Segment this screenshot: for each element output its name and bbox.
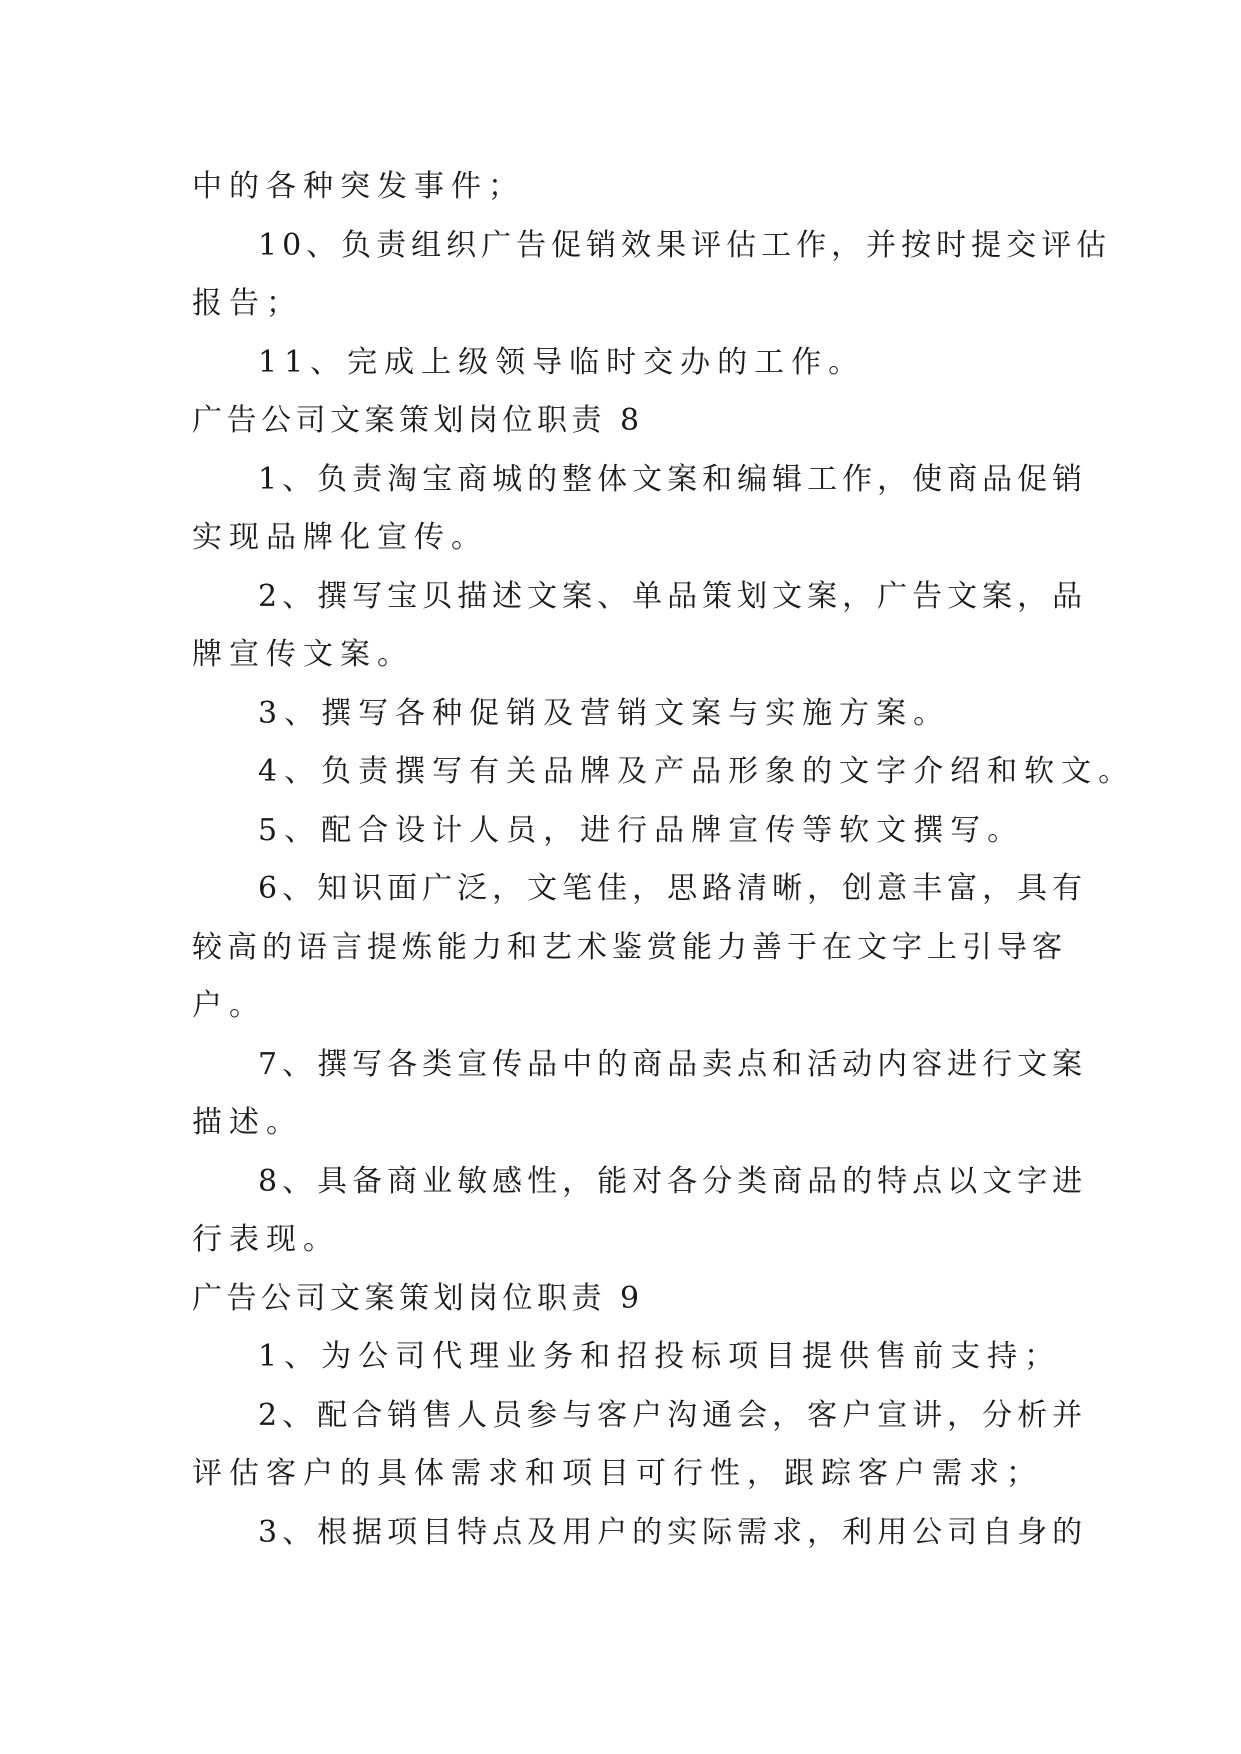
text-line: 4、负责撰写有关品牌及产品形象的文字介绍和软文。 — [258, 754, 1136, 789]
text-line: 牌宣传文案。 — [192, 637, 414, 672]
text-line: 1、负责淘宝商城的整体文案和编辑工作，使商品促销 — [258, 461, 1088, 497]
text-line: 中的各种突发事件； — [192, 169, 525, 204]
text-line: 实现品牌化宣传。 — [192, 520, 488, 555]
text-line: 11、完成上级领导临时交办的工作。 — [258, 344, 866, 380]
text-line: 7、撰写各类宣传品中的商品卖点和活动内容进行文案 — [258, 1046, 1088, 1082]
text-line: 2、配合销售人员参与客户沟通会，客户宣讲，分析并 — [258, 1397, 1088, 1433]
text-line: 5、配合设计人员，进行品牌宣传等软文撰写。 — [258, 812, 1025, 848]
text-line: 较高的语言提炼能力和艺术鉴赏能力善于在文字上引导客 — [192, 929, 1067, 965]
section-heading: 广告公司文案策划岗位职责 8 — [192, 403, 644, 438]
text-line: 报告； — [192, 286, 303, 321]
document-body — [192, 158, 1136, 1562]
text-line: 2、撰写宝贝描述文案、单品策划文案，广告文案，品 — [258, 578, 1088, 614]
text-line: 10、负责组织广告促销效果评估工作，并按时提交评估 — [258, 227, 1112, 263]
text-line: 3、撰写各种促销及营销文案与实施方案。 — [258, 695, 951, 731]
text-line: 8、具备商业敏感性，能对各分类商品的特点以文字进 — [258, 1163, 1088, 1199]
text-line: 评估客户的具体需求和项目可行性，跟踪客户需求； — [192, 1456, 1043, 1491]
text-line: 行表现。 — [192, 1222, 340, 1257]
section-heading: 广告公司文案策划岗位职责 9 — [192, 1280, 644, 1316]
text-line: 1、为公司代理业务和招投标项目提供售前支持； — [258, 1339, 1062, 1374]
text-line: 6、知识面广泛，文笔佳，思路清晰，创意丰富，具有 — [258, 871, 1088, 906]
text-line: 描述。 — [192, 1105, 303, 1140]
text-line: 3、根据项目特点及用户的实际需求，利用公司自身的 — [258, 1514, 1088, 1550]
text-line: 户。 — [192, 988, 266, 1023]
